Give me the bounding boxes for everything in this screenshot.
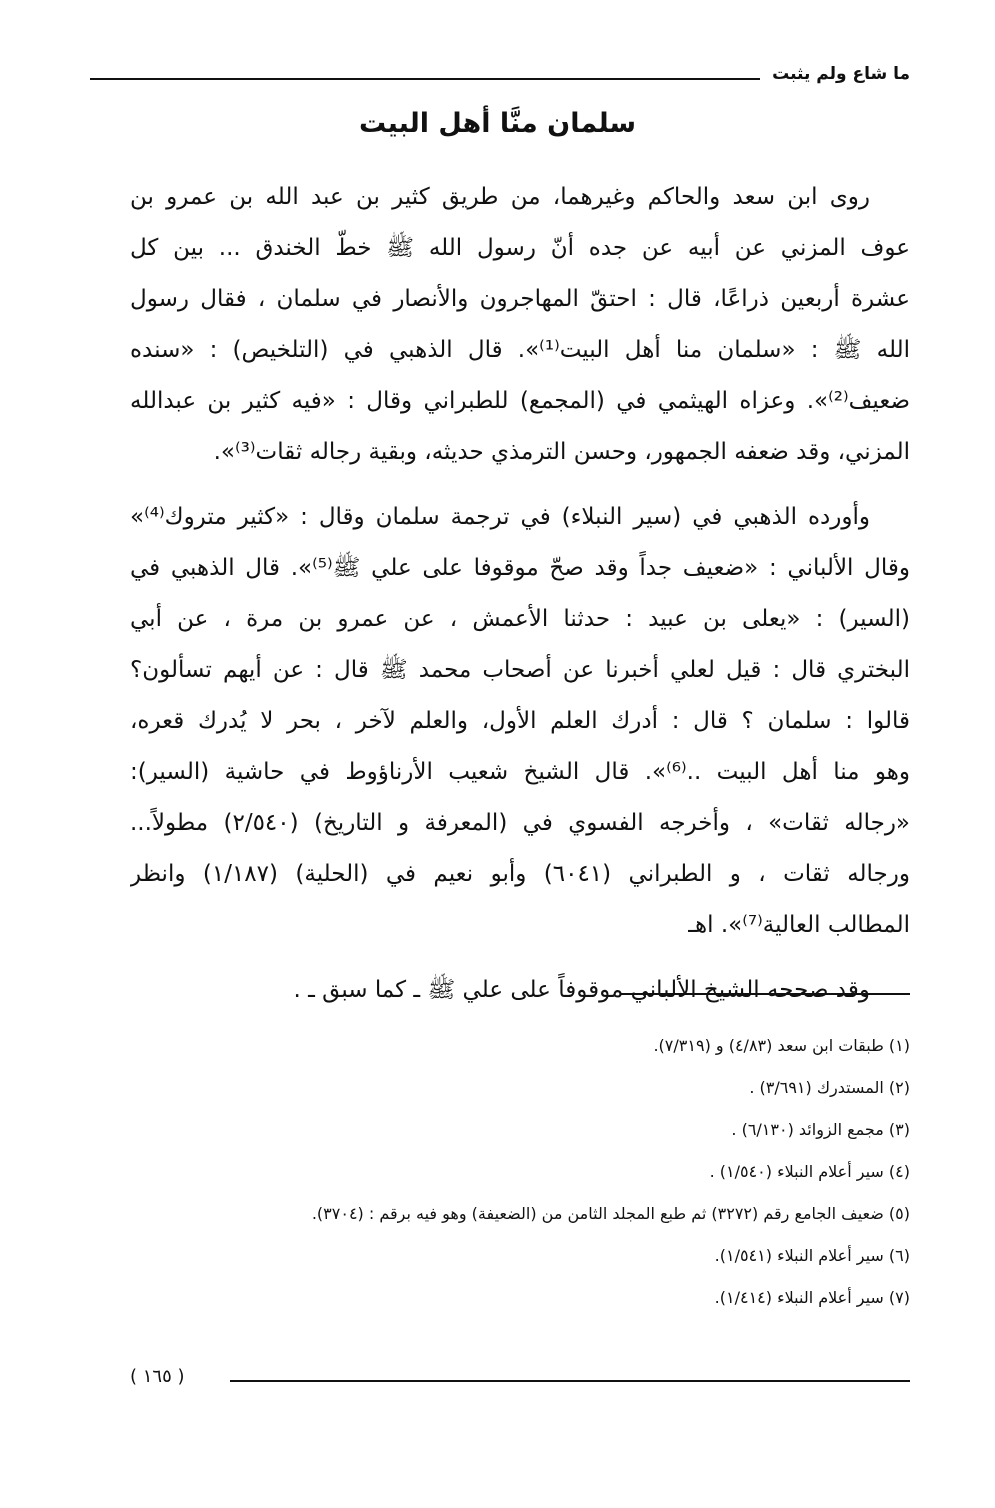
body-line: عوف المزني عن أبيه عن جده أنّ رسول الله ﷺ خطّ الخندق ... بين كل xyxy=(130,235,910,261)
footnotes xyxy=(130,1025,910,1319)
body-line: الله ﷺ : «سلمان منا أهل البيت⁽¹⁾». قال الذهبي في (التلخيص) : «سنده xyxy=(130,337,910,363)
body-line: المزني، وقد ضعفه الجمهور، وحسن الترمذي حديثه، وبقية رجاله ثقات⁽³⁾». xyxy=(213,439,910,465)
header-rule xyxy=(90,78,760,80)
body-text xyxy=(130,172,910,1016)
footer-rule xyxy=(230,1380,910,1382)
footnote: (٤) سير أعلام النبلاء (١/٥٤٠) . xyxy=(709,1162,910,1181)
page-footer xyxy=(130,1360,910,1400)
running-header xyxy=(90,60,910,100)
footnote: (٢) المستدرك (٣/٦٩١) . xyxy=(749,1078,910,1097)
body-line: روى ابن سعد والحاكم وغيرهما، من طريق كثير بن عبد الله بن عمرو بن xyxy=(130,184,870,210)
body-line: وقد صححه الشيخ الألباني موقوفاً على علي ﷺ ـ كما سبق ـ . xyxy=(293,977,870,1003)
body-line: عشرة أربعين ذراعًا، قال : احتقّ المهاجرون والأنصار في سلمان ، فقال رسول xyxy=(130,286,910,312)
footnote: (٦) سير أعلام النبلاء (١/٥٤١). xyxy=(714,1246,910,1265)
body-line: (السير) : «يعلى بن عبيد : حدثنا الأعمش ، عن عمرو بن مرة ، عن أبي xyxy=(130,606,910,632)
running-title: ما شاع ولم يثبت xyxy=(772,64,910,84)
footnote: (١) طبقات ابن سعد (٤/٨٣) و (٧/٣١٩). xyxy=(653,1036,910,1055)
footnote: (٧) سير أعلام النبلاء (١/٤١٤). xyxy=(714,1288,910,1307)
footnote-separator xyxy=(620,993,910,995)
body-line: المطالب العالية⁽⁷⁾». اهـ xyxy=(688,912,910,938)
footnote: (٥) ضعيف الجامع رقم (٣٢٧٢) ثم طبع المجلد الثامن من (الضعيفة) وهو فيه برقم : (٣٧٠٤). xyxy=(311,1204,910,1223)
body-line: ورجاله ثقات ، و الطبراني (٦٠٤١) وأبو نعيم في (الحلية) (١/١٨٧) وانظر xyxy=(130,861,910,887)
paragraph-gap xyxy=(130,478,910,492)
paragraph-gap xyxy=(130,951,910,965)
body-line: قالوا : سلمان ؟ قال : أدرك العلم الأول، والعلم لآخر ، بحر لا يُدرك قعره، xyxy=(130,708,910,734)
chapter-title: سلمان منَّا أهل البيت xyxy=(358,108,637,139)
body-line: وهو منا أهل البيت ..⁽⁶⁾». قال الشيخ شعيب الأرناؤوط في حاشية (السير): xyxy=(130,759,910,785)
body-line: وأورده الذهبي في (سير النبلاء) في ترجمة سلمان وقال : «كثير متروك⁽⁴⁾» xyxy=(130,504,870,530)
footnote: (٣) مجمع الزوائد (٦/١٣٠) . xyxy=(731,1120,910,1139)
body-line: «رجاله ثقات» ، وأخرجه الفسوي في (المعرفة و التاريخ) (٢/٥٤٠) مطولاً... xyxy=(130,810,910,836)
body-line: البختري قال : قيل لعلي أخبرنا عن أصحاب محمد ﷺ قال : عن أيهم تسألون؟ xyxy=(130,657,910,683)
body-line: وقال الألباني : «ضعيف جداً وقد صحّ موقوفا على علي ﷺ⁽⁵⁾». قال الذهبي في xyxy=(130,555,910,581)
page-number: ( ١٦٥ ) xyxy=(130,1366,185,1387)
body-line: ضعيف⁽²⁾». وعزاه الهيثمي في (المجمع) للطبراني وقال : «فيه كثير بن عبدالله xyxy=(130,388,910,414)
